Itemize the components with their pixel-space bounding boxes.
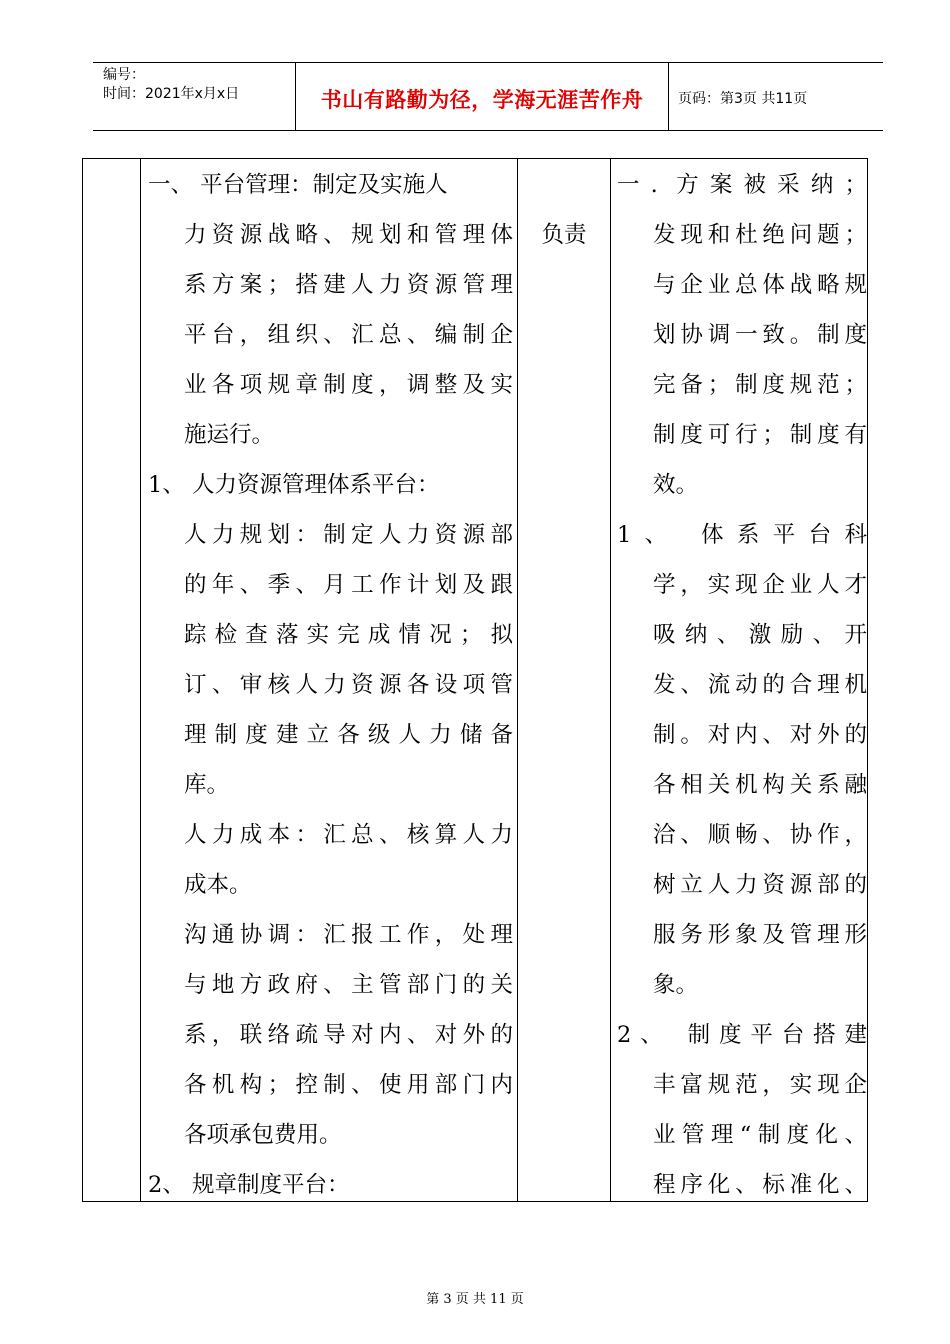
standard-line: 树立人力资源部的 [653, 872, 867, 898]
duty-line: 2、 规章制度平台： [148, 1172, 350, 1198]
standard-line: 制。对内、对外的 [653, 722, 867, 748]
number-label: 编号： [103, 67, 145, 83]
standard-line: 1、 体系平台科 [617, 522, 867, 548]
duty-line: 与地方政府、主管部门的关 [184, 972, 513, 998]
duty-line: 沟通协调：汇报工作，处理 [184, 922, 513, 948]
duty-line: 施运行。 [184, 422, 275, 448]
header-divider-right [668, 62, 669, 130]
standard-line: 业管理“制度化、 [653, 1122, 867, 1148]
duty-line: 订、审核人力资源各设项管 [184, 672, 513, 698]
duty-line: 各项承包费用。 [184, 1122, 342, 1148]
standard-line: 划协调一致。制度 [653, 322, 867, 348]
table-col-divider-1 [140, 158, 141, 1202]
table-col-divider-3 [610, 158, 611, 1202]
duty-line: 库。 [184, 772, 230, 798]
duty-line: 业各项规章制度，调整及实 [184, 372, 513, 398]
standard-line: 象。 [653, 972, 699, 998]
standard-line: 洽、顺畅、协作， [653, 822, 867, 848]
duty-line: 系，联络疏导对内、对外的 [184, 1022, 513, 1048]
header-meta [103, 66, 239, 104]
standard-line: 发现和杜绝问题； [653, 222, 867, 248]
duty-line: 成本。 [184, 872, 252, 898]
standard-line: 学，实现企业人才 [653, 572, 867, 598]
page-footer: 第 3 页 共 11 页 [426, 1292, 524, 1307]
standard-line: 2、 制度平台搭建 [617, 1022, 867, 1048]
header-bottom-rule [93, 130, 883, 131]
duty-line: 的年、季、月工作计划及跟 [184, 572, 513, 598]
standard-line: 各相关机构关系融 [653, 772, 867, 798]
standard-line: 吸纳、激励、开 [653, 622, 867, 648]
standard-line: 一. 方案被采纳； [617, 172, 867, 198]
duty-line: 各机构；控制、使用部门内 [184, 1072, 513, 1098]
duty-line: 踪检查落实完成情况；拟 [184, 622, 513, 648]
header-top-rule [93, 62, 883, 63]
duty-line: 人力成本：汇总、核算人力 [184, 822, 513, 848]
standard-line: 效。 [653, 472, 699, 498]
time-label: 时间：2021年x月x日 [103, 86, 240, 102]
standard-line: 制度可行；制度有 [653, 422, 867, 448]
standard-line: 完备；制度规范； [653, 372, 867, 398]
standard-line: 丰富规范，实现企 [653, 1072, 867, 1098]
duty-line: 平台，组织、汇总、编制企 [184, 322, 513, 348]
duty-line: 一、 平台管理：制定及实施人 [148, 172, 448, 198]
table-col-divider-2 [517, 158, 518, 1202]
duty-line: 人力规划：制定人力资源部 [184, 522, 513, 548]
standard-line: 程序化、标准化、 [653, 1172, 867, 1198]
header-motto: 书山有路勤为径，学海无涯苦作舟 [320, 88, 644, 112]
duties-cell [148, 160, 513, 1210]
standard-line: 发、流动的合理机 [653, 672, 867, 698]
duty-line: 力资源战略、规划和管理体 [184, 222, 513, 248]
duty-line: 系方案；搭建人力资源管理 [184, 272, 513, 298]
standard-line: 服务形象及管理形 [653, 922, 867, 948]
standards-cell [617, 160, 867, 1210]
duty-line: 理制度建立各级人力储备 [184, 722, 513, 748]
duty-line: 1、 人力资源管理体系平台： [148, 472, 440, 498]
standard-line: 与企业总体战略规 [653, 272, 867, 298]
header-page-label: 页码：第3页 共11页 [678, 91, 808, 107]
responsibility-level: 负责 [541, 222, 587, 248]
